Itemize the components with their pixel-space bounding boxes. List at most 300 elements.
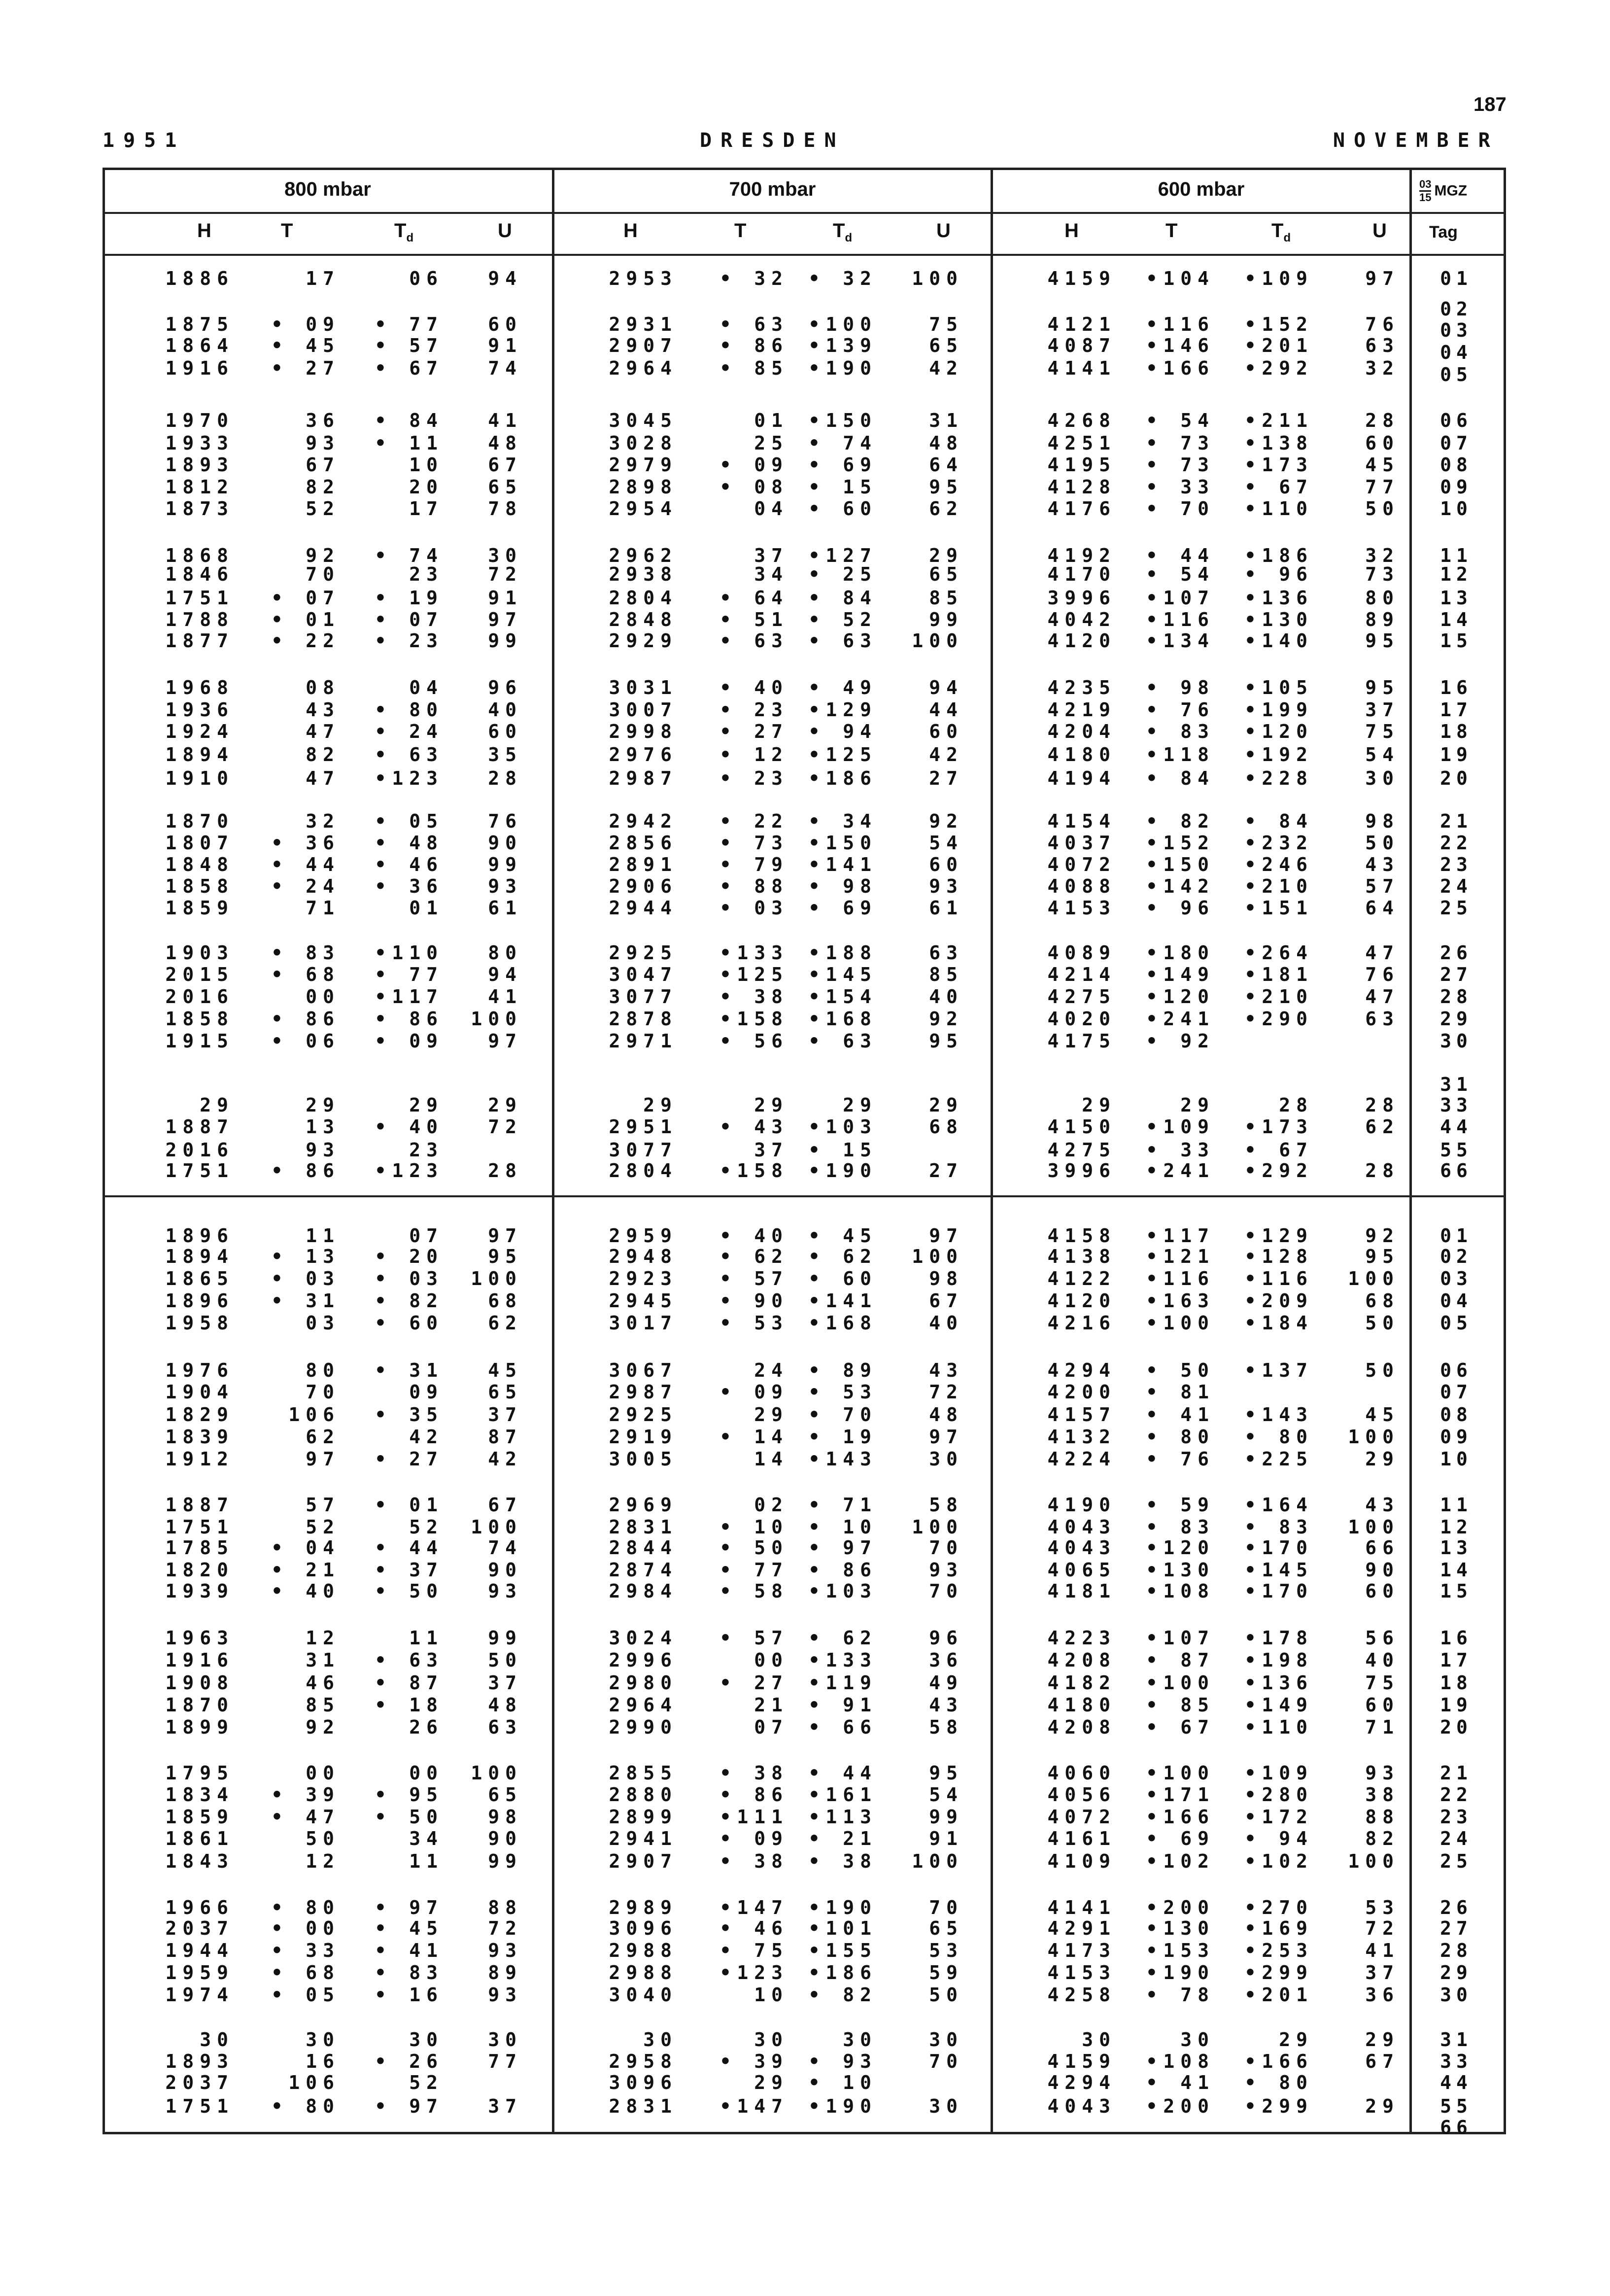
first-half-p600-t: •107 bbox=[1146, 587, 1215, 609]
second-half-p800-h: 1896 bbox=[165, 1225, 234, 1247]
first-half-p700-h: 2931 bbox=[609, 313, 678, 335]
second-half-p600-h: 4122 bbox=[1047, 1268, 1116, 1289]
first-half-p700-t: • 73 bbox=[719, 832, 788, 854]
first-half-p800-td: • 46 bbox=[375, 854, 444, 875]
first-half-p700-t: 34 bbox=[754, 563, 788, 585]
second-half-tag: 27 bbox=[1440, 1917, 1473, 1939]
first-half-p700-h: 2942 bbox=[609, 810, 678, 832]
col-head-u-2: U bbox=[936, 220, 951, 242]
first-half-p700-h: 3077 bbox=[609, 1139, 678, 1161]
second-half-p800-td: • 95 bbox=[375, 1784, 444, 1806]
first-half-p800-u: 40 bbox=[488, 699, 522, 721]
first-half-p700-u: 92 bbox=[929, 810, 963, 832]
second-half-p700-t: • 90 bbox=[719, 1290, 788, 1312]
second-half-p800-t: 16 bbox=[306, 2051, 340, 2072]
first-half-p800-u: 67 bbox=[488, 454, 522, 476]
second-half-tag: 11 bbox=[1440, 1494, 1473, 1516]
first-half-p700-t: • 27 bbox=[719, 721, 788, 742]
second-half-p600-u: 56 bbox=[1365, 1627, 1400, 1649]
first-half-p800-h: 1807 bbox=[165, 832, 234, 854]
second-half-p600-td: •143 bbox=[1244, 1404, 1313, 1426]
first-half-p600-t: •180 bbox=[1146, 942, 1215, 964]
second-half-p800-h: 1859 bbox=[165, 1806, 234, 1828]
second-half-p600-h: 4294 bbox=[1047, 1359, 1116, 1381]
second-half-p700-u: 70 bbox=[929, 1537, 963, 1559]
first-half-p600-h: 4176 bbox=[1047, 498, 1116, 520]
second-half-p700-t: • 57 bbox=[719, 1268, 788, 1289]
second-half-p600-t: • 50 bbox=[1146, 1359, 1215, 1381]
second-half-p600-t: •200 bbox=[1146, 1897, 1215, 1918]
second-half-p800-h: 1870 bbox=[165, 1694, 234, 1716]
second-half-p800-t: 80 bbox=[306, 1359, 340, 1381]
mgz-fraction bbox=[1419, 178, 1431, 204]
second-half-p700-u: 72 bbox=[929, 1381, 963, 1403]
second-half-p700-td: • 62 bbox=[808, 1246, 877, 1267]
first-half-p800-h: 1751 bbox=[165, 1160, 234, 1182]
first-half-p800-td: • 24 bbox=[375, 721, 444, 742]
second-half-p600-h: 4141 bbox=[1047, 1897, 1116, 1918]
second-half-p700-u: 58 bbox=[929, 1494, 963, 1516]
first-half-tag: 66 bbox=[1440, 1160, 1473, 1182]
first-half-tag: 22 bbox=[1440, 832, 1473, 854]
second-half-p600-t: •130 bbox=[1146, 1917, 1215, 1939]
second-half-p600-t: • 41 bbox=[1146, 1404, 1215, 1426]
second-half-p800-t: 62 bbox=[306, 1426, 340, 1448]
first-half-p700-td: • 94 bbox=[808, 721, 877, 742]
second-half-p600-u: 43 bbox=[1365, 1494, 1400, 1516]
second-half-p700-h: 2988 bbox=[609, 1940, 678, 1961]
second-half-p800-u: 63 bbox=[488, 1716, 522, 1738]
second-half-p700-td: • 53 bbox=[808, 1381, 877, 1403]
first-half-p800-t: 67 bbox=[306, 454, 340, 476]
second-half-p800-t: 85 bbox=[306, 1694, 340, 1716]
col-head-td-1: $T_d$ bbox=[394, 220, 414, 244]
first-half-p600-td: •173 bbox=[1244, 454, 1313, 476]
second-half-p600-td: •170 bbox=[1244, 1580, 1313, 1602]
first-half-p600-td: •201 bbox=[1244, 335, 1313, 356]
second-half-tag: 10 bbox=[1440, 1448, 1473, 1470]
second-half-p600-t: •100 bbox=[1146, 1762, 1215, 1784]
first-half-p600-t: •116 bbox=[1146, 609, 1215, 630]
second-half-p700-td: • 19 bbox=[808, 1426, 877, 1448]
second-half-p800-h: 1843 bbox=[165, 1850, 234, 1872]
first-half-p600-u: 80 bbox=[1365, 587, 1400, 609]
first-half-p800-h: 1916 bbox=[165, 357, 234, 379]
second-half-p600-u: 29 bbox=[1365, 1448, 1400, 1470]
second-half-p600-h: 4173 bbox=[1047, 1940, 1116, 1961]
first-half-p600-t: • 73 bbox=[1146, 454, 1215, 476]
first-half-p700-u: 48 bbox=[929, 432, 963, 454]
first-half-p800-td: •110 bbox=[375, 942, 444, 964]
second-half-p800-u: 62 bbox=[488, 1312, 522, 1334]
second-half-p600-h: 4132 bbox=[1047, 1426, 1116, 1448]
first-half-p700-h: 2998 bbox=[609, 721, 678, 742]
second-half-p600-t: •117 bbox=[1146, 1225, 1215, 1247]
second-half-p800-h: 1795 bbox=[165, 1762, 234, 1784]
first-half-p800-td: 04 bbox=[409, 677, 444, 698]
col-head-h-1: H bbox=[197, 220, 211, 242]
second-half-p700-td: • 93 bbox=[808, 2051, 877, 2072]
first-half-tag: 27 bbox=[1440, 964, 1473, 985]
second-half-p600-u: 100 bbox=[1348, 1516, 1400, 1538]
second-half-p600-h: 4224 bbox=[1047, 1448, 1116, 1470]
first-half-p700-td: • 34 bbox=[808, 810, 877, 832]
level-caption-800: 800 mbar bbox=[284, 178, 371, 200]
second-half-p800-u: 68 bbox=[488, 1290, 522, 1312]
second-half-p800-h: 1839 bbox=[165, 1426, 234, 1448]
first-half-p600-t: • 54 bbox=[1146, 563, 1215, 585]
first-half-p600-t: • 82 bbox=[1146, 810, 1215, 832]
second-half-p700-td: •101 bbox=[808, 1917, 877, 1939]
first-half-p700-h: 2944 bbox=[609, 897, 678, 919]
first-half-p700-td: • 69 bbox=[808, 897, 877, 919]
first-half-p700-h: 2891 bbox=[609, 854, 678, 875]
second-half-tag: 33 bbox=[1440, 2051, 1473, 2072]
second-half-p600-u: 67 bbox=[1365, 2051, 1400, 2072]
first-half-p600-t: • 70 bbox=[1146, 498, 1215, 520]
second-half-p700-t: • 75 bbox=[719, 1940, 788, 1961]
second-half-p600-td: •299 bbox=[1244, 1962, 1313, 1983]
second-half-p700-td: •113 bbox=[808, 1806, 877, 1828]
second-half-p600-h: 4223 bbox=[1047, 1627, 1116, 1649]
second-half-p600-u: 66 bbox=[1365, 1537, 1400, 1559]
second-half-p600-h: 4056 bbox=[1047, 1784, 1116, 1806]
first-half-p700-u: 65 bbox=[929, 335, 963, 356]
first-half-p700-h: 2962 bbox=[609, 545, 678, 566]
first-half-p700-td: • 15 bbox=[808, 1139, 877, 1161]
second-half-p600-td: •102 bbox=[1244, 1850, 1313, 1872]
first-half-p700-u: 42 bbox=[929, 357, 963, 379]
first-half-p700-td: •145 bbox=[808, 964, 877, 985]
second-half-p700-t: • 86 bbox=[719, 1784, 788, 1806]
second-half-p800-t: 00 bbox=[306, 1762, 340, 1784]
first-half-p700-u: 44 bbox=[929, 699, 963, 721]
first-half-p600-t: •149 bbox=[1146, 964, 1215, 985]
first-half-p800-t: • 45 bbox=[271, 335, 340, 356]
first-half-p800-t: 47 bbox=[306, 721, 340, 742]
first-half-p600-t: • 33 bbox=[1146, 476, 1215, 498]
first-half-p800-u: 61 bbox=[488, 897, 522, 919]
col-head-h-3: H bbox=[1064, 220, 1079, 242]
dew-point-subscript: d bbox=[845, 231, 853, 244]
second-half-p700-h: 2958 bbox=[609, 2051, 678, 2072]
second-half-tag: 12 bbox=[1440, 1516, 1473, 1538]
second-half-p600-td: • 80 bbox=[1244, 1426, 1313, 1448]
first-half-p800-h: 1858 bbox=[165, 1008, 234, 1030]
second-half-p700-u: 43 bbox=[929, 1694, 963, 1716]
second-half-p700-td: • 44 bbox=[808, 1762, 877, 1784]
second-half-tag: 30 bbox=[1440, 1984, 1473, 2006]
second-half-p800-h: 1966 bbox=[165, 1897, 234, 1918]
second-half-p800-h: 2037 bbox=[165, 2072, 234, 2093]
second-half-p600-t: •120 bbox=[1146, 1537, 1215, 1559]
second-half-p800-t: 30 bbox=[306, 2029, 340, 2051]
first-half-p600-td: •152 bbox=[1244, 313, 1313, 335]
second-half-p600-h: 4043 bbox=[1047, 2095, 1116, 2117]
second-half-p800-h: 1894 bbox=[165, 1246, 234, 1267]
first-half-p600-u: 75 bbox=[1365, 721, 1400, 742]
first-half-p600-t: •104 bbox=[1146, 268, 1215, 289]
first-half-p700-td: • 15 bbox=[808, 476, 877, 498]
first-half-p600-u: 57 bbox=[1365, 875, 1400, 897]
first-half-p800-t: 13 bbox=[306, 1116, 340, 1138]
first-half-p800-u: 41 bbox=[488, 986, 522, 1008]
second-half-p700-u: 58 bbox=[929, 1716, 963, 1738]
page-number: 187 bbox=[1473, 94, 1507, 115]
second-half-p800-t: 92 bbox=[306, 1716, 340, 1738]
second-half-p800-h: 1916 bbox=[165, 1649, 234, 1671]
second-half-p700-u: 95 bbox=[929, 1762, 963, 1784]
header-month: NOVEMBER bbox=[1333, 129, 1499, 152]
first-half-p600-td: •210 bbox=[1244, 986, 1313, 1008]
first-half-p700-t: • 43 bbox=[719, 1116, 788, 1138]
second-half-p600-h: 4153 bbox=[1047, 1962, 1116, 1983]
first-half-p800-t: • 27 bbox=[271, 357, 340, 379]
first-half-p700-u: 100 bbox=[912, 630, 963, 652]
second-half-p700-h: 3040 bbox=[609, 1984, 678, 2006]
first-half-p700-t: • 38 bbox=[719, 986, 788, 1008]
first-half-p700-h: 3045 bbox=[609, 410, 678, 431]
second-half-p700-t: • 10 bbox=[719, 1516, 788, 1538]
first-half-p600-t: •146 bbox=[1146, 335, 1215, 356]
first-half-p700-h: 2987 bbox=[609, 767, 678, 789]
first-half-p800-td: • 11 bbox=[375, 432, 444, 454]
first-half-p600-h: 4072 bbox=[1047, 854, 1116, 875]
second-half-p600-td: •270 bbox=[1244, 1897, 1313, 1918]
second-half-p600-h: 30 bbox=[1082, 2029, 1116, 2051]
first-half-p600-t: •109 bbox=[1146, 1116, 1215, 1138]
first-half-p800-h: 1893 bbox=[165, 454, 234, 476]
second-half-p700-u: 43 bbox=[929, 1359, 963, 1381]
first-half-p800-u: 74 bbox=[488, 357, 522, 379]
second-half-p800-h: 1829 bbox=[165, 1404, 234, 1426]
first-half-p700-u: 93 bbox=[929, 875, 963, 897]
first-half-p600-td: •292 bbox=[1244, 1160, 1313, 1182]
first-half-p600-td: •136 bbox=[1244, 587, 1313, 609]
first-half-p800-t: 71 bbox=[306, 897, 340, 919]
first-half-p600-u: 32 bbox=[1365, 545, 1400, 566]
first-half-p600-h: 4037 bbox=[1047, 832, 1116, 854]
second-half-p800-td: 07 bbox=[409, 1225, 444, 1247]
second-half-p600-u: 71 bbox=[1365, 1716, 1400, 1738]
second-half-p800-u: 37 bbox=[488, 1404, 522, 1426]
first-half-p600-u: 64 bbox=[1365, 897, 1400, 919]
second-half-p800-u: 87 bbox=[488, 1426, 522, 1448]
first-half-p700-u: 95 bbox=[929, 476, 963, 498]
first-half-p700-h: 2907 bbox=[609, 335, 678, 356]
second-half-p600-t: •108 bbox=[1146, 1580, 1215, 1602]
level-caption-600: 600 mbar bbox=[1158, 178, 1245, 200]
col-head-td-2: $T_d$ bbox=[833, 220, 853, 244]
second-half-p700-td: • 71 bbox=[808, 1494, 877, 1516]
second-half-p700-h: 3067 bbox=[609, 1359, 678, 1381]
second-half-p800-u: 93 bbox=[488, 1984, 522, 2006]
second-half-p700-u: 67 bbox=[929, 1290, 963, 1312]
first-half-p800-td: 06 bbox=[409, 268, 444, 289]
first-half-p800-h: 29 bbox=[200, 1094, 234, 1116]
first-half-p800-td: • 40 bbox=[375, 1116, 444, 1138]
second-half-p800-h: 1912 bbox=[165, 1448, 234, 1470]
first-half-p600-h: 4251 bbox=[1047, 432, 1116, 454]
second-half-p600-t: •116 bbox=[1146, 1268, 1215, 1289]
second-half-p700-h: 2941 bbox=[609, 1828, 678, 1849]
first-half-p600-h: 4120 bbox=[1047, 630, 1116, 652]
second-half-p700-t: • 40 bbox=[719, 1225, 788, 1247]
second-half-p600-td: • 83 bbox=[1244, 1516, 1313, 1538]
second-half-p800-u: 77 bbox=[488, 2051, 522, 2072]
second-half-p800-t: • 33 bbox=[271, 1940, 340, 1961]
first-half-p700-u: 64 bbox=[929, 454, 963, 476]
second-half-p600-td: •225 bbox=[1244, 1448, 1313, 1470]
second-half-p700-t: • 46 bbox=[719, 1917, 788, 1939]
second-half-p700-t: • 50 bbox=[719, 1537, 788, 1559]
first-half-p700-h: 2929 bbox=[609, 630, 678, 652]
second-half-p800-td: • 16 bbox=[375, 1984, 444, 2006]
second-half-p800-td: 00 bbox=[409, 1762, 444, 1784]
second-half-p600-h: 4291 bbox=[1047, 1917, 1116, 1939]
second-half-p600-u: 75 bbox=[1365, 1672, 1400, 1694]
col-head-h-2: H bbox=[623, 220, 638, 242]
first-half-p700-h: 2971 bbox=[609, 1030, 678, 1052]
second-half-p800-u: 89 bbox=[488, 1962, 522, 1983]
first-half-p700-h: 2856 bbox=[609, 832, 678, 854]
first-half-p800-h: 1910 bbox=[165, 767, 234, 789]
first-half-p800-u: 100 bbox=[471, 1008, 522, 1030]
second-half-p800-h: 1976 bbox=[165, 1359, 234, 1381]
second-half-p800-u: 93 bbox=[488, 1580, 522, 1602]
second-half-p600-t: •121 bbox=[1146, 1246, 1215, 1267]
second-half-p700-t: 29 bbox=[754, 1404, 788, 1426]
first-half-p700-u: 85 bbox=[929, 964, 963, 985]
first-half-p600-u: 47 bbox=[1365, 942, 1400, 964]
first-half-p800-td: • 84 bbox=[375, 410, 444, 431]
first-half-p600-t: •241 bbox=[1146, 1008, 1215, 1030]
second-half-p600-t: • 69 bbox=[1146, 1828, 1215, 1849]
first-half-p600-td: •173 bbox=[1244, 1116, 1313, 1138]
second-half-p800-t: 12 bbox=[306, 1850, 340, 1872]
second-half-p800-td: • 63 bbox=[375, 1649, 444, 1671]
second-half-p600-u: 95 bbox=[1365, 1246, 1400, 1267]
second-half-p600-h: 4216 bbox=[1047, 1312, 1116, 1334]
first-half-p800-t: 36 bbox=[306, 410, 340, 431]
second-half-p800-t: 70 bbox=[306, 1381, 340, 1403]
first-half-tag: 04 bbox=[1440, 342, 1473, 363]
second-half-tag: 02 bbox=[1440, 1246, 1473, 1267]
first-half-p700-h: 2951 bbox=[609, 1116, 678, 1138]
first-half-p600-h: 4020 bbox=[1047, 1008, 1116, 1030]
first-half-p600-h: 3996 bbox=[1047, 1160, 1116, 1182]
second-half-p800-h: 2037 bbox=[165, 1917, 234, 1939]
second-half-tag: 26 bbox=[1440, 1897, 1473, 1918]
second-half-p800-td: 52 bbox=[409, 2072, 444, 2093]
first-half-p600-u: 32 bbox=[1365, 357, 1400, 379]
first-half-p700-t: •125 bbox=[719, 964, 788, 985]
second-half-p600-h: 4161 bbox=[1047, 1828, 1116, 1849]
first-half-tag: 13 bbox=[1440, 587, 1473, 609]
first-half-p600-u: 62 bbox=[1365, 1116, 1400, 1138]
first-half-p800-t: 17 bbox=[306, 268, 340, 289]
second-half-p700-u: 48 bbox=[929, 1404, 963, 1426]
first-half-p700-t: 37 bbox=[754, 1139, 788, 1161]
first-half-tag: 02 bbox=[1440, 298, 1473, 320]
second-half-p700-t: • 38 bbox=[719, 1850, 788, 1872]
first-half-p600-h: 4153 bbox=[1047, 897, 1116, 919]
first-half-p700-td: •190 bbox=[808, 357, 877, 379]
first-half-p600-h: 4159 bbox=[1047, 268, 1116, 289]
second-half-p800-u: 99 bbox=[488, 1627, 522, 1649]
second-half-tag: 14 bbox=[1440, 1559, 1473, 1581]
second-half-p600-h: 4208 bbox=[1047, 1649, 1116, 1671]
first-half-p800-td: • 05 bbox=[375, 810, 444, 832]
second-half-p700-u: 70 bbox=[929, 2051, 963, 2072]
first-half-p600-u: 76 bbox=[1365, 313, 1400, 335]
first-half-p600-td: •186 bbox=[1244, 545, 1313, 566]
second-half-tag: 16 bbox=[1440, 1627, 1473, 1649]
first-half-p800-h: 2015 bbox=[165, 964, 234, 985]
first-half-p800-t: • 86 bbox=[271, 1008, 340, 1030]
first-half-tag: 55 bbox=[1440, 1139, 1473, 1161]
second-half-p800-u: 88 bbox=[488, 1897, 522, 1918]
second-half-p700-u: 30 bbox=[929, 2095, 963, 2117]
second-half-p700-u: 100 bbox=[912, 1516, 963, 1538]
second-half-p700-u: 100 bbox=[912, 1246, 963, 1267]
second-half-p700-u: 99 bbox=[929, 1806, 963, 1828]
first-half-p800-u: 72 bbox=[488, 1116, 522, 1138]
second-half-p700-h: 2959 bbox=[609, 1225, 678, 1247]
first-half-p600-h: 4204 bbox=[1047, 721, 1116, 742]
second-half-p700-h: 2948 bbox=[609, 1246, 678, 1267]
first-half-p800-td: 23 bbox=[409, 563, 444, 585]
second-half-p600-h: 4158 bbox=[1047, 1225, 1116, 1247]
first-half-p800-t: 70 bbox=[306, 563, 340, 585]
second-half-p700-td: • 38 bbox=[808, 1850, 877, 1872]
second-half-p700-t: • 38 bbox=[719, 1762, 788, 1784]
second-half-p800-t: • 40 bbox=[271, 1580, 340, 1602]
first-half-p700-u: 94 bbox=[929, 677, 963, 698]
second-half-p700-u: 100 bbox=[912, 1850, 963, 1872]
first-half-p600-u: 28 bbox=[1365, 410, 1400, 431]
first-half-p700-h: 2938 bbox=[609, 563, 678, 585]
first-half-p700-t: • 23 bbox=[719, 767, 788, 789]
second-half-p600-h: 4181 bbox=[1047, 1580, 1116, 1602]
first-half-p800-t: 32 bbox=[306, 810, 340, 832]
second-half-tag: 21 bbox=[1440, 1762, 1473, 1784]
first-half-p700-t: • 86 bbox=[719, 335, 788, 356]
second-half-p600-t: •108 bbox=[1146, 2051, 1215, 2072]
first-half-p600-td: •228 bbox=[1244, 767, 1313, 789]
second-half-p600-t: • 67 bbox=[1146, 1716, 1215, 1738]
first-half-p700-td: 29 bbox=[843, 1094, 877, 1116]
second-half-p600-t: •100 bbox=[1146, 1312, 1215, 1334]
second-half-p700-u: 49 bbox=[929, 1672, 963, 1694]
first-half-tag: 18 bbox=[1440, 721, 1473, 742]
first-half-p800-td: •123 bbox=[375, 767, 444, 789]
first-half-p800-td: • 09 bbox=[375, 1030, 444, 1052]
first-half-p600-u: 77 bbox=[1365, 476, 1400, 498]
first-half-p800-t: • 22 bbox=[271, 630, 340, 652]
first-half-p800-td: • 23 bbox=[375, 630, 444, 652]
first-half-p600-h: 4175 bbox=[1047, 1030, 1116, 1052]
first-half-p700-u: 75 bbox=[929, 313, 963, 335]
second-half-p800-td: • 37 bbox=[375, 1559, 444, 1581]
first-half-p600-t: •120 bbox=[1146, 986, 1215, 1008]
first-half-p800-td: • 57 bbox=[375, 335, 444, 356]
first-half-p700-td: • 98 bbox=[808, 875, 877, 897]
first-half-p700-td: •127 bbox=[808, 545, 877, 566]
first-half-p800-u: 94 bbox=[488, 964, 522, 985]
second-half-p600-u: 100 bbox=[1348, 1426, 1400, 1448]
first-half-p800-u: 60 bbox=[488, 313, 522, 335]
